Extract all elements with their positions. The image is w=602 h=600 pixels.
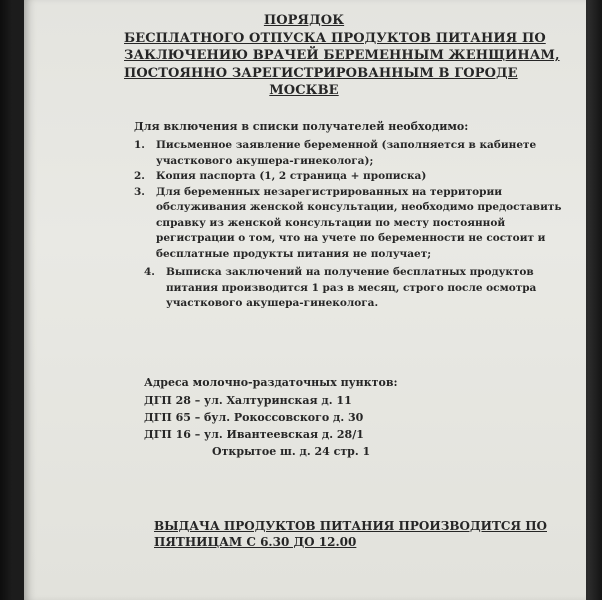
item-text: Письменное заявление беременной (заполняется в кабинете участкового акушера-гинеколога); (156, 139, 537, 167)
addresses-list (144, 392, 370, 460)
title-line: БЕСПЛАТНОГО ОТПУСКА ПРОДУКТОВ ПИТАНИЯ ПО (124, 30, 546, 46)
item-text: Выписка заключений на получение бесплатных продуктов питания производится 1 раз в месяц, строго после осмотра участкового акушера-гинеколога. (166, 266, 537, 309)
title-line: ПОСТОЯННО ЗАРЕГИСТРИРОВАННЫМ В ГОРОДЕ (124, 65, 518, 81)
notice-title (124, 12, 560, 100)
title-line: ЗАКЛЮЧЕНИЮ ВРАЧЕЙ БЕРЕМЕННЫМ ЖЕНЩИНАМ, (124, 48, 560, 63)
door-frame-edge (588, 0, 602, 600)
item-text: Копия паспорта (1, 2 страница + прописка) (156, 170, 427, 182)
requirement-item (134, 169, 564, 185)
requirement-item (144, 265, 564, 312)
schedule-notice (154, 518, 574, 550)
requirements-intro: Для включения в списки получателей необходимо: (134, 120, 469, 133)
requirement-item (134, 185, 564, 263)
item-number: 4. (144, 266, 155, 278)
address-line: Открытое ш. д. 24 стр. 1 (212, 445, 371, 458)
requirement-item (134, 138, 564, 169)
address-line: ДГП 16 – ул. Ивантеевская д. 28/1 (144, 428, 364, 441)
item-text: Для беременных незарегистрированных на территории обслуживания женской консультации, необходимо предоставить справку из женской консультации по месту постоянной регистрации о том, что на учете по беременности не состоит и бесплатные продукты питания не получает; (156, 185, 562, 260)
footer-line: ВЫДАЧА ПРОДУКТОВ ПИТАНИЯ ПРОИЗВОДИТСЯ ПО (154, 519, 547, 533)
notice-sheet (24, 0, 586, 600)
address-line: ДГП 65 – бул. Рокоссовского д. 30 (144, 411, 364, 424)
title-line: МОСКВЕ (269, 83, 339, 98)
requirements-list (134, 138, 564, 312)
item-number: 1. (134, 139, 145, 151)
address-line: ДГП 28 – ул. Халтуринская д. 11 (144, 394, 352, 407)
title-line: ПОРЯДОК (263, 13, 345, 28)
item-number: 2. (134, 170, 145, 182)
footer-line: ПЯТНИЦАМ С 6.30 ДО 12.00 (154, 535, 357, 549)
addresses-header: Адреса молочно-раздаточных пунктов: (144, 376, 398, 389)
item-number: 3. (134, 185, 145, 198)
